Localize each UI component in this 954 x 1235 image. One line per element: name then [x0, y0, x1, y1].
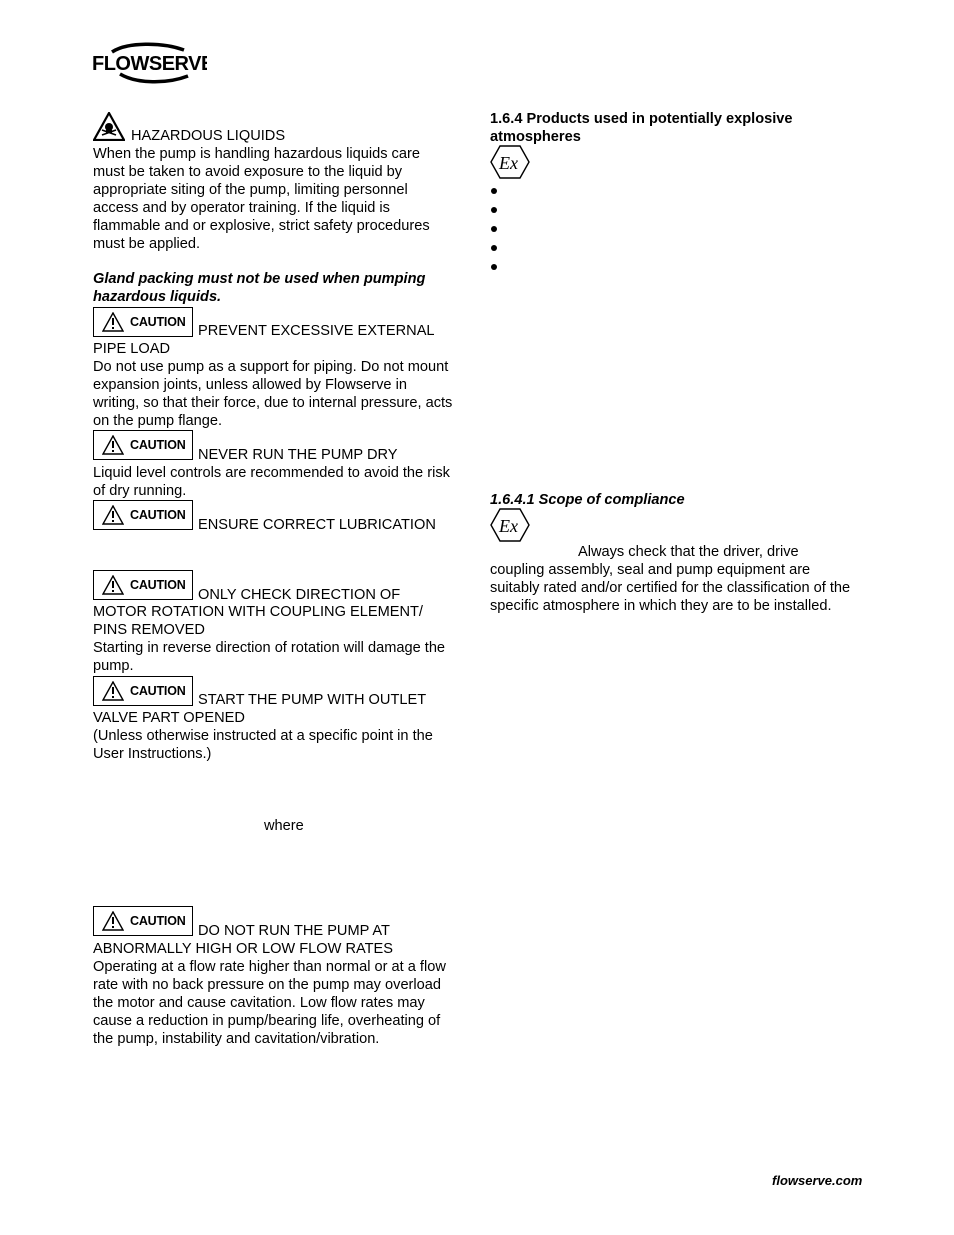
dry-heading: NEVER RUN THE PUMP DRY — [198, 447, 398, 463]
pipe-heading-1: PREVENT EXCESSIVE EXTERNAL — [198, 323, 435, 339]
outlet-line-2: User Instructions.) — [93, 746, 212, 762]
flow-line-2: rate with no back pressure on the pump may overload — [93, 977, 442, 993]
bullet-dot — [491, 207, 497, 213]
warning-icon — [102, 312, 124, 332]
hazardous-line-1: When the pump is handling hazardous liquids care — [93, 146, 420, 162]
scope-line-2: coupling assembly, seal and pump equipment are — [490, 562, 811, 578]
dry-line-2: of dry running. — [93, 483, 187, 499]
warning-icon — [102, 911, 124, 931]
ex-explosion-proof-icon — [490, 508, 530, 547]
flow-line-3: the motor and cause cavitation. Low flow rates may — [93, 995, 425, 1011]
hazardous-line-5: flammable and or explosive, strict safety procedures — [93, 218, 430, 234]
ex-explosion-proof-icon — [490, 145, 530, 184]
caution-label: CAUTION — [130, 315, 186, 329]
flow-line-1: Operating at a flow rate higher than normal or at a flow — [93, 959, 446, 975]
caution-label: CAUTION — [130, 508, 186, 522]
warning-icon — [102, 505, 124, 525]
pipe-line-2: expansion joints, unless allowed by Flowserve in — [93, 377, 407, 393]
bullet-dot — [491, 188, 497, 194]
rotation-line-2: pump. — [93, 658, 134, 674]
caution-box-rotation — [93, 570, 193, 600]
where-text: where — [264, 818, 304, 834]
outlet-heading-2: VALVE PART OPENED — [93, 710, 245, 726]
pipe-line-4: on the pump flange. — [93, 413, 223, 429]
caution-label: CAUTION — [130, 578, 186, 592]
flow-line-4: cause a reduction in pump/bearing life, overheating of — [93, 1013, 441, 1029]
dry-line-1: Liquid level controls are recommended to avoid the risk — [93, 465, 450, 481]
flow-heading-2: ABNORMALLY HIGH OR LOW FLOW RATES — [93, 941, 394, 957]
scope-line-3: suitably rated and/or certified for the classification of the — [490, 580, 851, 596]
outlet-line-1: (Unless otherwise instructed at a specific point in the — [93, 728, 433, 744]
section-heading-line-2: atmospheres — [490, 129, 581, 145]
warning-icon — [102, 435, 124, 455]
flow-heading-1: DO NOT RUN THE PUMP AT — [198, 923, 390, 939]
toxic-hazard-icon — [93, 112, 125, 146]
caution-label: CAUTION — [130, 914, 186, 928]
flowserve-logo — [92, 42, 207, 88]
caution-box-lubrication — [93, 500, 193, 530]
pipe-line-3: writing, so that their force, due to internal pressure, acts — [93, 395, 453, 411]
warning-icon — [102, 681, 124, 701]
hazardous-line-2: must be taken to avoid exposure to the liquid by — [93, 164, 403, 180]
pipe-heading-2: PIPE LOAD — [93, 341, 171, 357]
hazardous-line-6: must be applied. — [93, 236, 201, 252]
caution-label: CAUTION — [130, 684, 186, 698]
caution-box-pipe-load — [93, 307, 193, 337]
rotation-line-1: Starting in reverse direction of rotation will damage the — [93, 640, 446, 656]
section-heading-line-1: 1.6.4 Products used in potentially explosive — [490, 111, 793, 127]
warning-icon — [102, 575, 124, 595]
rotation-heading-3: PINS REMOVED — [93, 622, 205, 638]
footer-website: flowserve.com — [772, 1173, 863, 1188]
outlet-heading-1: START THE PUMP WITH OUTLET — [198, 692, 427, 708]
gland-warning-line-1: Gland packing must not be used when pumping — [93, 271, 426, 287]
bullet-dot — [491, 245, 497, 251]
lubrication-heading: ENSURE CORRECT LUBRICATION — [198, 517, 436, 533]
hazardous-line-4: access and by operator training. If the liquid is — [93, 200, 390, 216]
scope-line-1: Always check that the driver, drive — [578, 544, 799, 560]
svg-text:Ex: Ex — [499, 516, 518, 536]
pipe-line-1: Do not use pump as a support for piping. Do not mount — [93, 359, 449, 375]
svg-text:Ex: Ex — [499, 153, 518, 173]
scope-heading: 1.6.4.1 Scope of compliance — [490, 492, 685, 508]
caution-box-flow-rates — [93, 906, 193, 936]
flow-line-5: the pump, instability and cavitation/vibration. — [93, 1031, 380, 1047]
bullet-dot — [491, 226, 497, 232]
hazardous-heading: HAZARDOUS LIQUIDS — [131, 128, 286, 144]
rotation-heading-2: MOTOR ROTATION WITH COUPLING ELEMENT/ — [93, 604, 423, 620]
logo-swoosh-icon — [92, 42, 207, 88]
hazardous-line-3: appropriate siting of the pump, limiting personnel — [93, 182, 408, 198]
bullet-dot — [491, 264, 497, 270]
caution-label: CAUTION — [130, 438, 186, 452]
rotation-heading-1: ONLY CHECK DIRECTION OF — [198, 587, 401, 603]
caution-box-outlet-valve — [93, 676, 193, 706]
logo-text: FLOWSERVE — [92, 53, 207, 75]
caution-box-dry-run — [93, 430, 193, 460]
scope-line-4: specific atmosphere in which they are to be installed. — [490, 598, 832, 614]
gland-warning-line-2: hazardous liquids. — [93, 289, 222, 305]
